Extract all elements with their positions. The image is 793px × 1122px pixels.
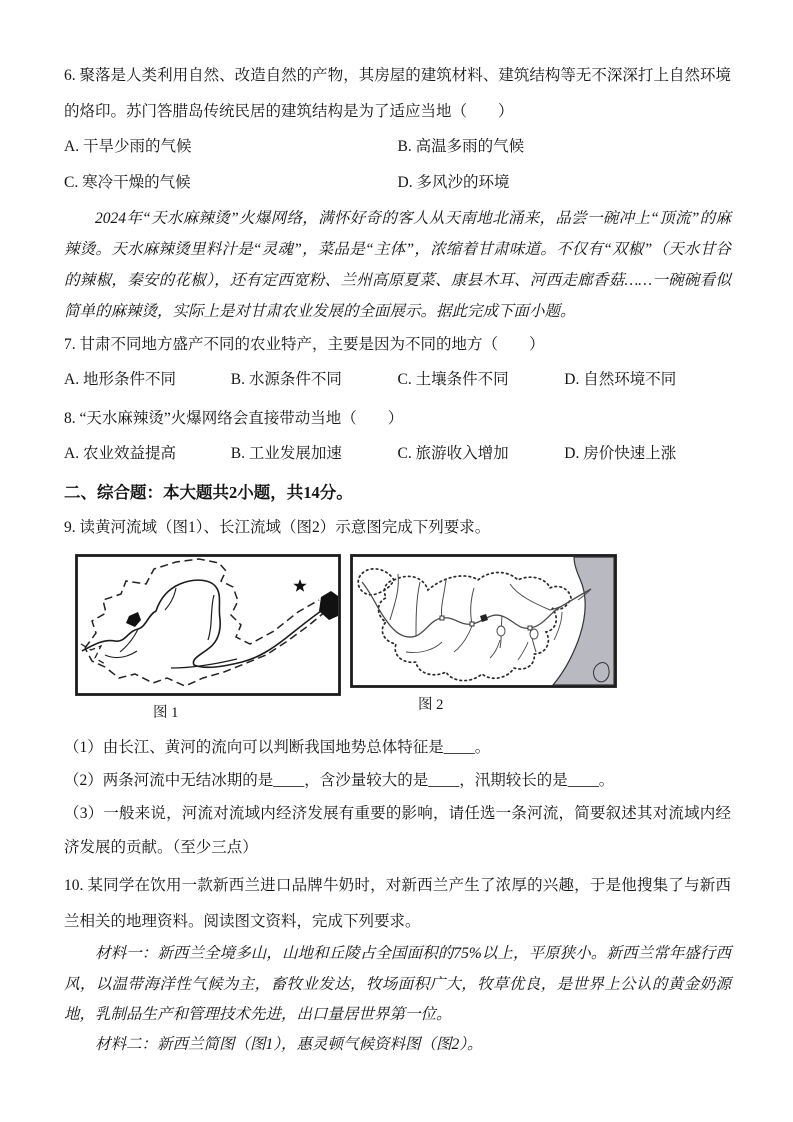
option-7a: A. 地形条件不同 (64, 371, 176, 389)
option-6b: B. 高温多雨的气候 (397, 138, 525, 156)
question-10-material-2: 材料二：新西兰简图（图1），惠灵顿气候资料图（图2）。 (95, 1035, 483, 1053)
yangtze-river-basin-map (350, 554, 617, 688)
passage-tianshui-malatang: 2024年“天水麻辣烫”火爆网络，满怀好奇的客人从天南地北涌来，品尝一碗冲上“顶流”的麻辣烫。天水麻辣烫里料汁是“灵魂”，菜品是“主体”，浓缩着甘肃味道。不仅有“双椒”（天水甘谷的辣椒，秦安的花椒），还有定西宽粉、兰州高原夏菜、康县木耳、河西走廊香菇……一碗碗看似简单的麻辣烫，实际上是对甘肃农业发展的全面展示。据此完成下面小题。 (64, 209, 731, 320)
question-9-sub2: （2）两条河流中无结冰期的是____，含沙量较大的是____，汛期较长的是____。 (64, 772, 615, 790)
question-10-stem: 10. 某同学在饮用一款新西兰进口品牌牛奶时，对新西兰产生了浓厚的兴趣，于是他搜集了与新西兰相关的地理资料。阅读图文资料，完成下列要求。 (64, 877, 731, 930)
question-9-sub3: （3）一般来说，河流对流域内经济发展有重要的影响，请任选一条河流，简要叙述其对流域内经济发展的贡献。（至少三点） (64, 805, 731, 856)
question-6-stem: 6. 聚落是人类利用自然、改造自然的产物，其房屋的建筑材料、建筑结构等无不深深打上自然环境的烙印。苏门答腊岛传统民居的建筑结构是为了适应当地（ ） (64, 67, 731, 120)
option-7d: D. 自然环境不同 (564, 371, 677, 389)
option-6c: C. 寒冷干燥的气候 (64, 173, 191, 191)
question-9-sub1: （1）由长江、黄河的流向可以判断我国地势总体特征是____。 (64, 738, 491, 756)
figure-1-yellow-river (75, 554, 341, 725)
option-8d: D. 房价快速上涨 (564, 445, 677, 463)
question-10-block (64, 868, 731, 1060)
option-7b: B. 水源条件不同 (230, 371, 342, 389)
question-7-options (64, 362, 731, 398)
section-2-heading: 二、综合题：本大题共2小题，共14分。 (64, 483, 353, 503)
question-9-stem: 9. 读黄河流域（图1）、长江流域（图2）示意图完成下列要求。 (64, 518, 491, 536)
option-7c: C. 土壤条件不同 (397, 371, 509, 389)
question-7-stem: 7. 甘肃不同地方盛产不同的农业特产，主要是因为不同的地方（ ） (64, 335, 545, 353)
option-6a: A. 干旱少雨的气候 (64, 138, 192, 156)
question-8-stem: 8. “天水麻辣烫”火爆网络会直接带动当地（ ） (64, 409, 404, 427)
option-6d: D. 多风沙的环境 (397, 173, 510, 191)
question-8-options (64, 436, 731, 472)
question-6-options (64, 129, 731, 200)
yellow-river-basin-map (75, 554, 341, 696)
question-9-figures (75, 554, 731, 725)
option-8a: A. 农业效益提高 (64, 445, 176, 463)
figure-2-yangtze-river (350, 554, 617, 717)
option-8c: C. 旅游收入增加 (397, 445, 509, 463)
question-10-material-1: 材料一：新西兰全境多山，山地和丘陵占全国面积的75%以上，平原狭小。新西兰常年盛行西风，以温带海洋性气候为主，畜牧业发达，牧场面积广大，牧草优良，是世界上公认的黄金奶源地，乳制品生产和管理技术先进，出口量居世界第一位。 (64, 945, 731, 1023)
figure-2-caption: 图 2 (418, 696, 444, 713)
option-8b: B. 工业发展加速 (230, 445, 342, 463)
figure-1-caption: 图 1 (153, 704, 179, 721)
